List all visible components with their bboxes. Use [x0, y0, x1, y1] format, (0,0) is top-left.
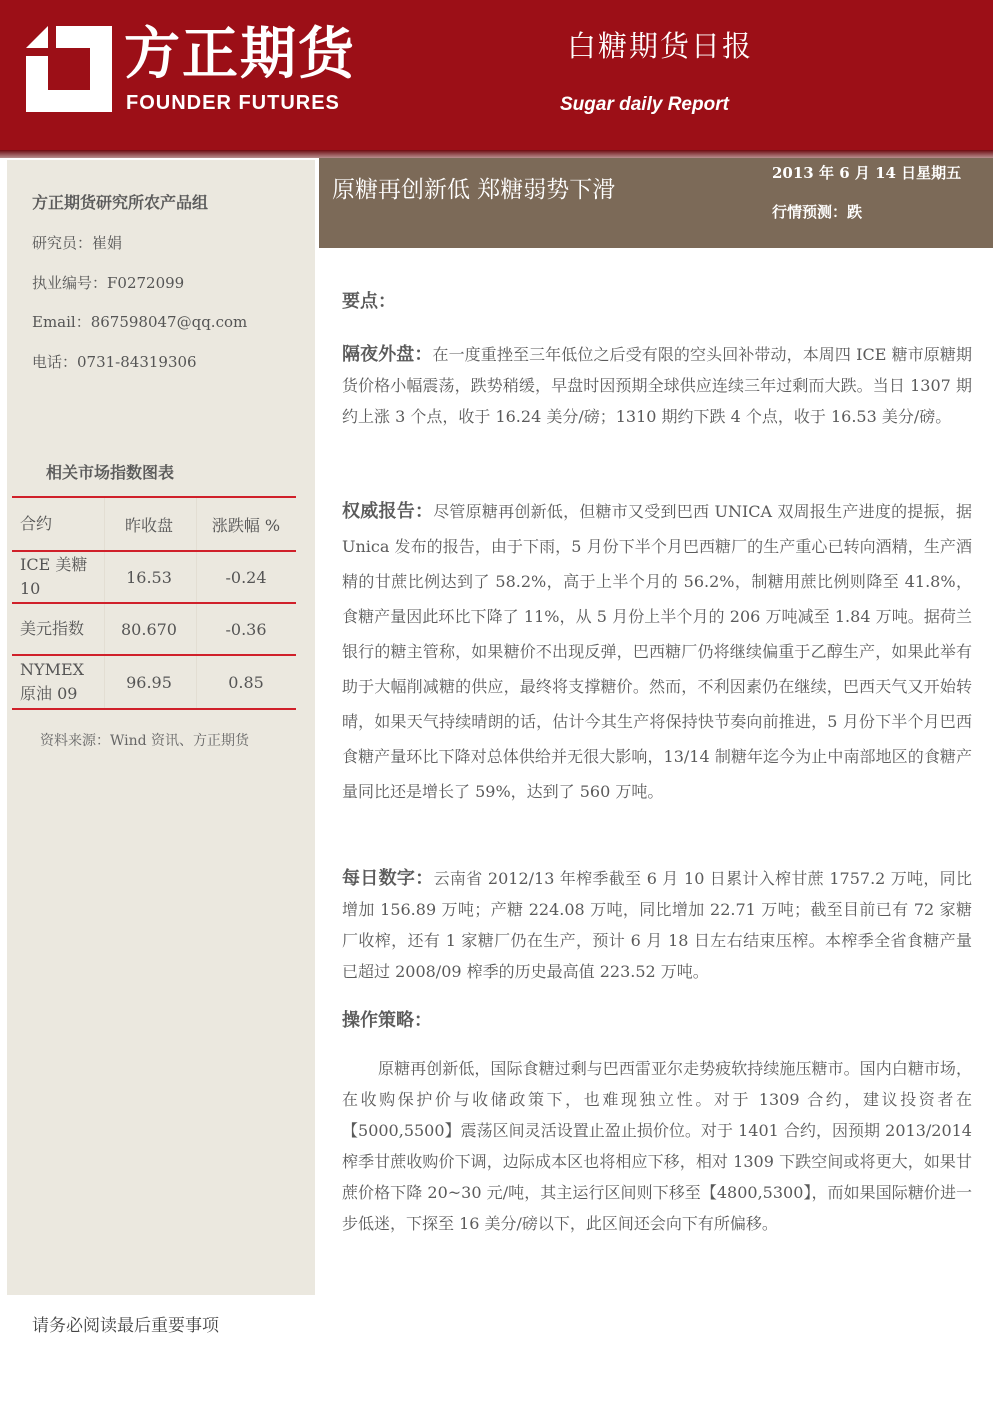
- header-prev-close: 昨收盘: [124, 515, 173, 535]
- researcher-name: 研究员：崔娟: [32, 234, 123, 252]
- disclaimer-note: 请务必阅读最后重要事项: [32, 1316, 219, 1336]
- report-date: 2013 年 6 月 14 日星期五: [772, 164, 962, 182]
- strategy-text: 原糖再创新低，国际食糖过剩与巴西雷亚尔走势疲软持续施压糖市。国内白糖市场，在收购保护价与收储政策下，也难现独立性。对于 1309 合约，建议投资者在【5000,5500】震荡区间灵活设置止盈止损价位。对于 1401 合约，因预期 2013/2014 榨季甘蔗收购价下调，边际成本区也将相应下移，相对 1309 下跌空间或将更大，如果甘蔗价格下降 20~30 元/吨，其主运行区间则下移至【4800,5300】，而如果国际糖价进一步低迷，下探至 16 美分/磅以下，此区间还会向下有所偏移。: [342, 1059, 972, 1233]
- overnight-text: 在一度重挫至三年低位之后受有限的空头回补带动，本周四 ICE 糖市原糖期货价格小幅震荡，跌势稍缓，早盘时因预期全球供应连续三年过剩而大跌。当日 1307 期约上涨 3 个点，收于 16.24 美分/磅；1310 期约下跌 4 个点，收于 16.53 美分/磅。: [342, 345, 972, 426]
- table-row: [12, 550, 296, 602]
- table-header-row: [12, 496, 296, 550]
- brand-name-cn: 方正期货: [124, 22, 356, 87]
- strategy-paragraph: [342, 1053, 972, 1239]
- row-change: -0.24: [225, 567, 267, 587]
- department-name: 方正期货研究所农产品组: [32, 193, 209, 212]
- headline: 原糖再创新低 郑糖弱势下滑: [332, 177, 616, 203]
- overnight-label: 隔夜外盘：: [342, 344, 433, 365]
- table-row: [12, 602, 296, 654]
- row-contract: NYMEX 原油 09: [20, 660, 85, 703]
- header-change-pct: 涨跌幅 %: [211, 515, 281, 535]
- row-change: -0.36: [225, 619, 267, 639]
- brand-name-en: FOUNDER FUTURES: [126, 92, 340, 114]
- row-prev-close: 80.670: [121, 619, 177, 639]
- report-header: [0, 0, 993, 150]
- row-prev-close: 16.53: [126, 567, 172, 587]
- row-contract: ICE 美糖 10: [20, 555, 88, 598]
- founder-logo-icon: [26, 26, 112, 112]
- daily-numbers-text: 云南省 2012/13 年榨季截至 6 月 10 日累计入榨甘蔗 1757.2 万吨，同比增加 156.89 万吨；产糖 224.08 万吨，同比增加 22.71 万吨；截至目前已有 72 家糖厂收榨，还有 1 家糖厂仍在生产，预计 6 月 18 日左右结束压榨。本榨季全省食糖产量已超过 2008/09 榨季的历史最高值 223.52 万吨。: [342, 869, 972, 981]
- license-number: 执业编号：F0272099: [32, 274, 185, 292]
- market-table-title: 相关市场指数图表: [46, 463, 175, 482]
- contact-phone: 电话：0731-84319306: [32, 353, 197, 371]
- contact-email: Email：867598047@qq.com: [32, 313, 248, 331]
- strategy-heading: 操作策略：: [342, 1010, 432, 1031]
- header-contract: 合约: [20, 514, 53, 533]
- row-prev-close: 96.95: [126, 672, 172, 692]
- header-divider: [0, 150, 993, 158]
- report-label: 权威报告：: [342, 501, 434, 522]
- market-forecast: 行情预测：跌: [772, 203, 863, 221]
- daily-numbers-paragraph: [342, 863, 972, 987]
- report-text: 尽管原糖再创新低，但糖市又受到巴西 UNICA 双周报生产进度的提振，据 Unica 发布的报告，由于下雨，5 月份下半个月巴西糖厂的生产重心已转向酒精，生产酒精的甘蔗比例达到了 58.2%，高于上半个月的 56.2%，制糖用蔗比例则降至 41.8%，食糖产量因此环比下降了 11%，从 5 月份上半个月的 206 万吨减至 1.84 万吨。据荷兰银行的糖主管称，如果糖价不出现反弹，巴西糖厂仍将继续偏重于乙醇生产，如果此举有助于大幅削减糖的供应，最终将支撑糖价。然而，不利因素仍在继续，巴西天气又开始转晴，如果天气持续晴朗的话，估计今其生产将保持快节奏向前推进，5 月份下半个月巴西食糖产量环比下降对总体供给并无很大影响，13/14 制糖年迄今为止中南部地区的食糖产量同比还是增长了 59%，达到了 560 万吨。: [342, 502, 973, 801]
- row-change: 0.85: [228, 672, 264, 692]
- key-points-heading: 要点：: [342, 291, 396, 312]
- table-row: [12, 654, 296, 710]
- row-contract: 美元指数: [20, 619, 85, 638]
- report-title-cn: 白糖期货日报: [566, 29, 753, 63]
- overnight-paragraph: [342, 339, 972, 432]
- report-title-en: Sugar daily Report: [560, 94, 729, 115]
- report-paragraph: [342, 494, 972, 809]
- daily-numbers-label: 每日数字：: [342, 868, 434, 889]
- market-index-table: [12, 496, 296, 710]
- data-source: 资料来源：Wind 资讯、方正期货: [40, 733, 250, 749]
